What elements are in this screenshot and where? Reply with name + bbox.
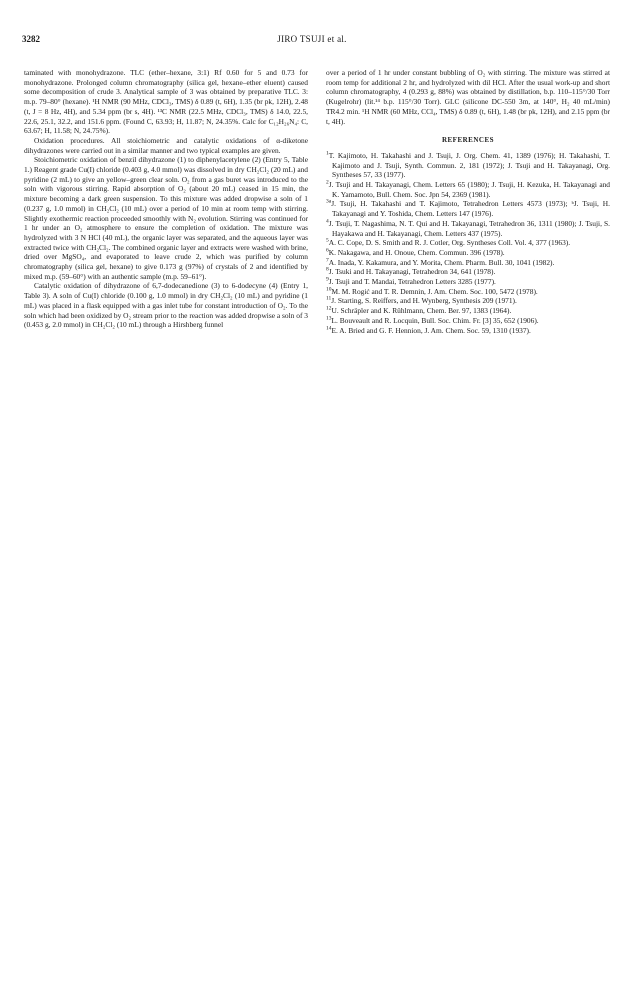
reference-number: 12 — [326, 305, 332, 312]
reference-item — [326, 151, 610, 180]
reference-number: 6 — [326, 247, 329, 254]
reference-number: 4 — [326, 218, 329, 225]
reference-item — [326, 199, 610, 218]
reference-number: 2 — [326, 179, 329, 186]
reference-item — [326, 287, 610, 297]
reference-item — [326, 326, 610, 336]
reference-item — [326, 296, 610, 306]
reference-item — [326, 238, 610, 248]
reference-item — [326, 258, 610, 268]
reference-text: J. Tsuji and H. Takayanagi, Chem. Letters 65 (1980); J. Tsuji, H. Kezuka, H. Takayanagi and K. Yamamoto, Bull. Chem. Soc. Jpn 54, 2369 (1981). — [328, 180, 610, 199]
reference-item — [326, 267, 610, 277]
left-column — [24, 68, 308, 330]
body-paragraph: over a period of 1 hr under constant bubbling of O₂ with stirring. The mixture was stirred at room temp for additional 2 hr, and hydrolyzed with dil HCl. After the usual work-up and short column chromatography, 4 (0.293 g, 88%) was obtained by distillation, b.p. 110–115°/30 Torr (Kugelrohr) (lit.¹⁴ b.p. 115°/30 Torr). GLC (silicone DC-550 3m, at 140°, H₂ 40 mL/min) TR4.2 min. ¹H NMR (60 MHz, CCl₄, TMS) δ 0.89 (t, 6H), 1.48 (br pk, 12H), and 2.15 ppm (br t, 4H). — [326, 68, 610, 126]
reference-text: U. Schräpler and K. Rühlmann, Chem. Ber. 97, 1383 (1964). — [331, 306, 512, 316]
reference-item — [326, 316, 610, 326]
reference-number: 13 — [326, 315, 332, 322]
references-heading: REFERENCES — [441, 136, 495, 145]
page-header — [22, 34, 602, 48]
reference-number: 1 — [326, 150, 329, 157]
reference-text: J. Tsuji, H. Takahashi and T. Kajimoto, Tetrahedron Letters 4573 (1973); ᵇJ. Tsuji, H. Takayanagi and Y. Toshida, Chem. Letters 147 (1976). — [331, 199, 610, 219]
reference-number: 5 — [326, 237, 329, 244]
reference-item — [326, 219, 610, 238]
reference-item — [326, 248, 610, 258]
page-number: 3282 — [22, 34, 40, 44]
reference-text: J. Tsuji, T. Nagashima, N. T. Qui and H. Takayanagi, Tetrahedron 36, 1311 (1980); J. Tsuji, S. Hayakawa and H. Takayanagi, Chem. Letters 437 (1975). — [328, 218, 610, 238]
reference-item — [326, 306, 610, 316]
reference-number: 10 — [326, 286, 332, 293]
reference-text: J. Tsuji and T. Mandai, Tetrahedron Letters 3285 (1977). — [328, 277, 496, 287]
reference-number: 8 — [326, 266, 329, 273]
body-paragraph: Stoichiometric oxidation of benzil dihydrazone (1) to diphenylacetylene (2) (Entry 5, Table 1.) Reagent grade Cu(I) chloride (0.403 g, 4.0 mmol) was dissolved in dry CH₂Cl₂ (20 mL) and pyridine (2 mL) to give an yellow–green clear soln. O₂ from a gas buret was introduced to the soln with vigorous stirring. Rapid absorption of O₂ (about 20 mL) ceased in 15 min, the mixture becoming a dark green suspension. To this mixture was added dropwise a soln of 1 (0.237 g, 1.0 mmol) in CH₂Cl₂ (10 mL) over a period of 10 min at room temp with stirring. Slightly exothermic reaction proceeded smoothly with N₂ evolution. Stirring was continued for 1 hr under an O₂ atmosphere to ensure the completion of oxidation. The mixture was hydrolyzed with 3 N HCl (40 mL), the organic layer was separated, and the aqueous layer was extracted twice with CH₂Cl₂. The combined organic layer and extracts were washed with brine, dried over MgSO₄, and evaporated to leave crude 2, which was purified by column chromatography (silica gel, hexane) to give 0.173 g (97%) of crystals of 2 and identified by mixed m.p. (59–60°) with an authentic sample (m.p. 59–61°). — [24, 155, 308, 281]
reference-item — [326, 180, 610, 199]
reference-text: J. Starting, S. Reiffers, and H. Wynberg, Synthesis 209 (1971). — [331, 296, 517, 306]
running-title: JIRO TSUJI et al. — [277, 34, 347, 44]
right-column — [326, 68, 610, 335]
reference-item — [326, 277, 610, 287]
reference-text: J. Tsuki and H. Takayanagi, Tetrahedron 34, 641 (1978). — [328, 267, 496, 277]
reference-text: K. Nakagawa, and H. Onoue, Chem. Commun. 396 (1978). — [328, 247, 505, 257]
reference-text: T. Kajimoto, H. Takahashi and J. Tsuji, J. Org. Chem. 41, 1389 (1976); H. Takahashi, T. Kajimoto and J. Tsuji, Synth. Commun. 2, 181 (1972); J. Tsuji and H. Takayanagi, Org. Syntheses 57, 33 (1977). — [328, 150, 610, 180]
reference-text: L. Bouveault and R. Locquin, Bull. Soc. Chim. Fr. [3] 35, 652 (1906). — [331, 315, 539, 325]
reference-number: 9 — [326, 276, 329, 283]
reference-text: A. C. Cope, D. S. Smith and R. J. Cotler, Org. Syntheses Coll. Vol. 4, 377 (1963). — [328, 238, 571, 248]
reference-number: 7 — [326, 257, 329, 264]
reference-text: E. A. Bried and G. F. Hennion, J. Am. Chem. Soc. 59, 1310 (1937). — [331, 325, 531, 335]
reference-number: 3a — [326, 198, 332, 205]
reference-text: A. Inada, Y. Kakamura, and Y. Morita, Chem. Pharm. Bull. 30, 1041 (1982). — [328, 257, 555, 267]
body-paragraph: taminated with monohydrazone. TLC (ether–hexane, 3:1) Rf 0.60 for 5 and 0.73 for monohydrazone. Prolonged column chromatography (silica gel, hexane–ether eluent) caused some decomposition of crude 3. Analytical sample of 3 was obtained by preparative TLC. 3: m.p. 79–80° (hexane). ¹H NMR (90 MHz, CDCl₃, TMS) δ 0.89 (t, 6H), 1.35 (br pk, 12H), 2.48 (t, J = 8 Hz, 4H), and 5.34 ppm (br s, 4H). ¹³C NMR (22.5 MHz, CDCl₃, TMS) δ 14.0, 22.5, 22.6, 25.1, 32.2, and 151.6 ppm. (Found C, 63.93; H, 11.87; N, 24.35%. Calc for C₁₂H₂₆N₄: C, 63.67; H, 11.58; N, 24.75%). — [24, 68, 308, 136]
reference-number: 14 — [326, 325, 332, 332]
body-paragraph: Catalytic oxidation of dihydrazone of 6,7-dodecanedione (3) to 6-dodecyne (4) (Entry 1, Table 3). A soln of Cu(I) chloride (0.100 g, 1.0 mmol) in dry CH₂Cl₂ (10 mL) and pyridine (1 mL) was placed in a flask equipped with a gas inlet tube for constant introduction of O₂. To the soln which had been oxidized by O₂ stream prior to the reaction was added dropwise a soln of 3 (0.453 g, 2.0 mmol) in CH₂Cl₂ (10 mL) through a Hirshberg funnel — [24, 281, 308, 330]
reference-number: 11 — [326, 296, 332, 302]
references-list — [326, 151, 610, 335]
body-paragraph: Oxidation procedures. All stoichiometric and catalytic oxidations of α-diketone dihydrazones were carried out in a similar manner and two typical examples are given. — [24, 135, 308, 155]
reference-text: M. M. Rogić and T. R. Demnin, J. Am. Chem. Soc. 100, 5472 (1978). — [331, 286, 538, 296]
